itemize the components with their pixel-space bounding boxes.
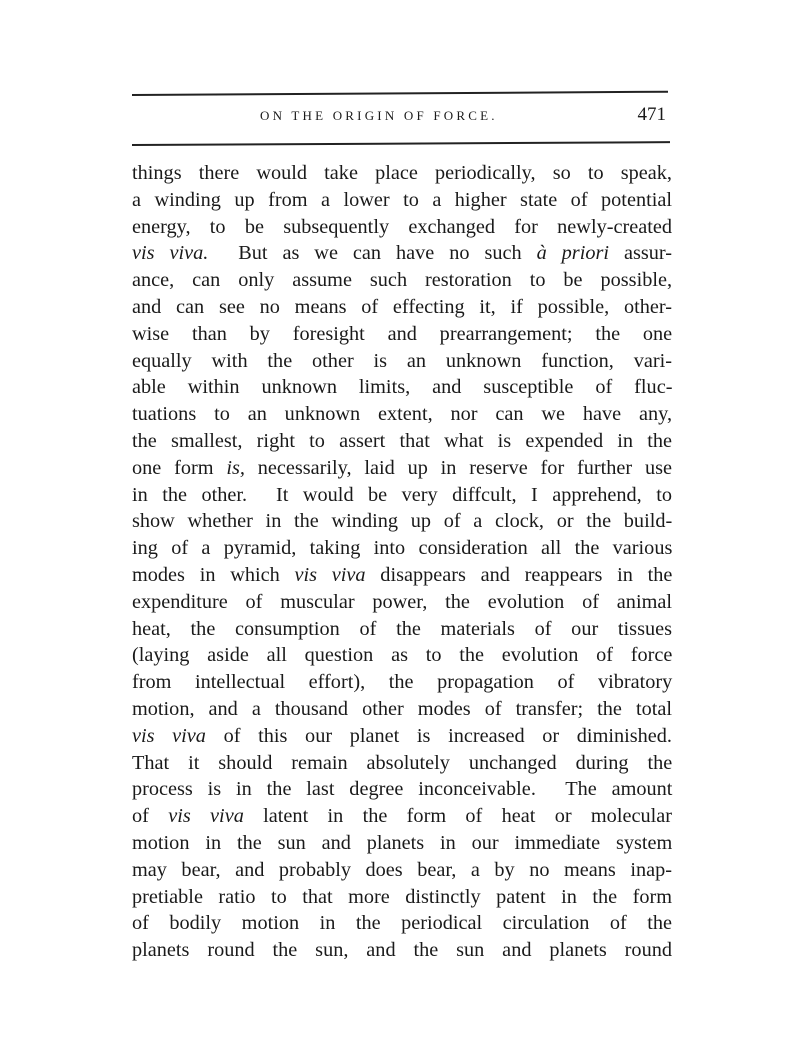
italic-text: à priori <box>536 242 610 265</box>
text-line <box>132 884 672 911</box>
text-segment: assur- <box>609 242 672 265</box>
text-line <box>132 776 672 803</box>
text-segment: of bodily motion in the periodical circulation of the <box>132 912 672 935</box>
text-segment: But as we can have no such <box>208 242 537 265</box>
text-line <box>132 830 672 857</box>
running-header <box>132 104 670 132</box>
text-line <box>132 857 672 884</box>
text-line <box>132 937 672 964</box>
text-line <box>132 723 672 750</box>
text-line <box>132 803 672 830</box>
text-line <box>132 669 672 696</box>
text-line <box>132 910 672 937</box>
running-title: ON THE ORIGIN OF FORCE. <box>260 108 498 123</box>
text-line <box>132 428 672 455</box>
text-segment: one form <box>132 456 227 479</box>
text-segment: motion, and a thousand other modes of transfer; the total <box>132 697 672 720</box>
italic-text: is, <box>226 456 245 479</box>
text-segment: latent in the form of heat or molecular <box>243 805 672 828</box>
text-line <box>132 508 672 535</box>
text-segment: from intellectual effort), the propagation of vibratory <box>132 671 673 694</box>
text-line <box>132 321 672 348</box>
italic-text: vis viva <box>168 805 244 828</box>
header-bottom-rule <box>132 141 670 146</box>
text-line <box>132 240 672 267</box>
text-line <box>132 482 672 509</box>
text-line <box>132 160 672 187</box>
text-line <box>132 294 672 321</box>
text-segment: show whether in the winding up of a clock, or the build- <box>132 510 673 533</box>
italic-text: vis viva <box>132 724 206 747</box>
text-segment: ance, can only assume such restoration to be possible, <box>132 269 673 292</box>
text-segment: may bear, and probably does bear, a by no means inap- <box>132 858 672 881</box>
body-text <box>132 160 672 964</box>
page-number: 471 <box>637 104 666 125</box>
text-segment: motion in the sun and planets in our immediate system <box>132 831 673 854</box>
text-segment: a winding up from a lower to a higher state of potential <box>132 188 672 211</box>
text-segment: disappears and reappears in the <box>365 563 673 586</box>
text-segment: of <box>132 805 169 828</box>
text-line <box>132 642 672 669</box>
text-line <box>132 374 672 401</box>
text-line <box>132 589 672 616</box>
text-segment: planets round the sun, and the sun and planets round <box>132 939 672 962</box>
text-segment: process is in the last degree inconceivable. The amount <box>132 778 673 801</box>
text-line <box>132 455 672 482</box>
text-segment: equally with the other is an unknown function, vari- <box>132 349 672 372</box>
text-line <box>132 535 672 562</box>
text-line <box>132 616 672 643</box>
text-segment: wise than by foresight and prearrangement; the one <box>132 322 673 345</box>
text-line <box>132 348 672 375</box>
text-segment: heat, the consumption of the materials of our tissues <box>132 617 672 640</box>
text-segment: pretiable ratio to that more distinctly patent in the form <box>132 885 672 908</box>
text-line <box>132 187 672 214</box>
text-line <box>132 401 672 428</box>
text-segment: tuations to an unknown extent, nor can we have any, <box>132 403 673 426</box>
text-line <box>132 214 672 241</box>
text-segment: necessarily, laid up in reserve for further use <box>244 456 673 479</box>
text-segment: energy, to be subsequently exchanged for newly-created <box>132 215 673 238</box>
text-line <box>132 267 672 294</box>
text-segment: able within unknown limits, and susceptible of fluc- <box>132 376 673 399</box>
text-segment: That it should remain absolutely unchanged during the <box>132 751 673 774</box>
text-line <box>132 750 672 777</box>
text-segment: expenditure of muscular power, the evolution of animal <box>132 590 672 613</box>
italic-text: vis viva <box>294 563 366 586</box>
text-segment: (laying aside all question as to the evolution of force <box>132 644 673 667</box>
text-segment: modes in which <box>132 563 295 586</box>
italic-text: vis viva. <box>132 242 209 265</box>
text-segment: of this our planet is increased or diminished. <box>205 724 673 747</box>
header-top-rule <box>132 91 668 96</box>
text-segment: things there would take place periodically, so to speak, <box>132 162 672 184</box>
text-segment: ing of a pyramid, taking into consideration all the various <box>132 537 673 560</box>
text-segment: and can see no means of effecting it, if possible, other- <box>132 295 673 318</box>
text-line <box>132 562 672 589</box>
text-segment: the smallest, right to assert that what is expended in the <box>132 429 672 452</box>
text-segment: in the other. It would be very diffcult, I apprehend, to <box>132 483 672 506</box>
text-line <box>132 696 672 723</box>
